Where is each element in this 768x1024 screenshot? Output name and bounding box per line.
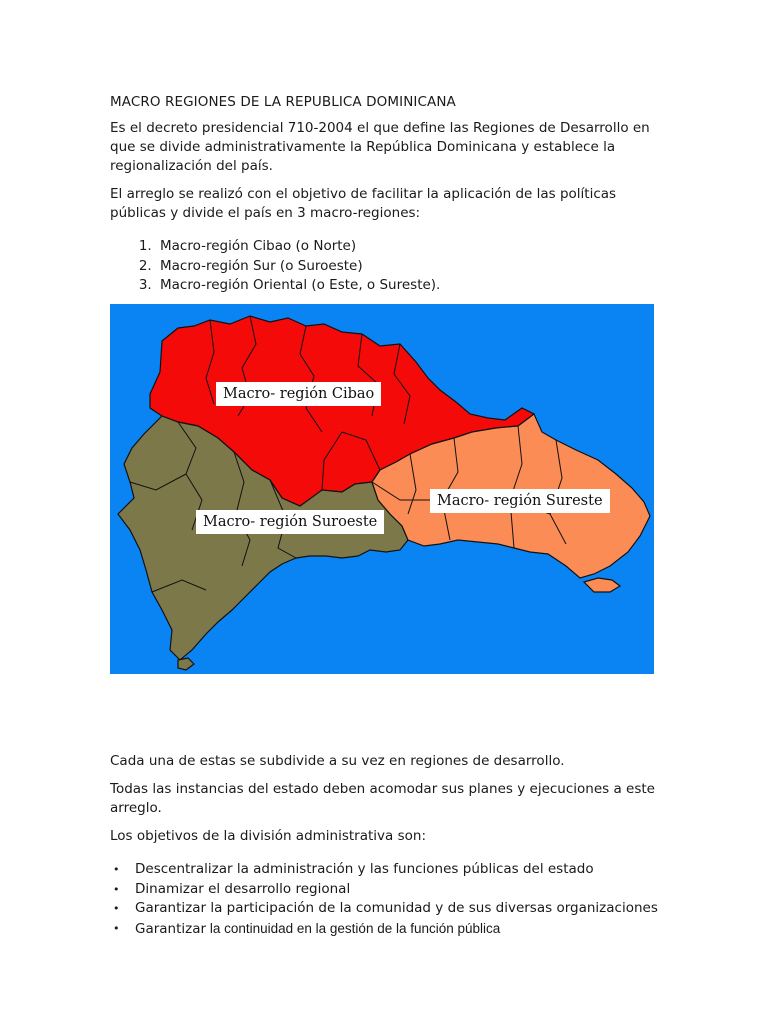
macro-regions-map — [110, 304, 654, 674]
document-body — [110, 94, 658, 296]
list-item — [135, 860, 658, 880]
map-label-cibao: Macro- región Cibao — [216, 382, 381, 406]
objectives-list — [110, 860, 658, 939]
list-item: 3. Macro-región Oriental (o Este, o Sureste). — [156, 276, 658, 296]
list-item: 1. Macro-región Cibao (o Norte) — [156, 237, 658, 257]
objective-text: Descentralizar la administración y las funciones públicas del estado — [135, 861, 594, 877]
map-label-sureste: Macro- región Sureste — [430, 489, 610, 513]
list-item — [135, 899, 658, 919]
list-item — [135, 880, 658, 900]
after-paragraph-2: Todas las instancias del estado deben acomodar sus planes y ejecuciones a este arreglo. — [110, 781, 655, 816]
objective-text: Dinamizar el desarrollo regional — [135, 880, 351, 897]
document-continuation — [110, 752, 658, 939]
intro-paragraph-1: Es el decreto presidencial 710-2004 el que define las Regiones de Desarrollo en que se divide administrativamente la República Dominicana y establece la regionalización del país. — [110, 120, 650, 174]
document-title: MACRO REGIONES DE LA REPUBLICA DOMINICANA — [110, 94, 456, 110]
list-item: 2. Macro-región Sur (o Suroeste) — [156, 257, 658, 277]
after-paragraph-3: Los objetivos de la división administrativa son: — [110, 828, 426, 844]
objective-text: Garantizar la participación de la comunidad y de sus diversas organizaciones — [135, 900, 658, 916]
macro-regions-list — [110, 237, 658, 296]
list-item — [135, 919, 658, 940]
intro-paragraph-2: El arreglo se realizó con el objetivo de facilitar la aplicación de las políticas públicas y divide el país en 3 macro-regiones: — [110, 186, 617, 221]
objective-text-tail: la continuidad en la gestión de la función pública — [206, 920, 501, 936]
map-label-suroeste: Macro- región Suroeste — [196, 510, 384, 534]
after-paragraph-1: Cada una de estas se subdivide a su vez en regiones de desarrollo. — [110, 753, 565, 769]
objective-text: Garantizar — [135, 920, 207, 937]
